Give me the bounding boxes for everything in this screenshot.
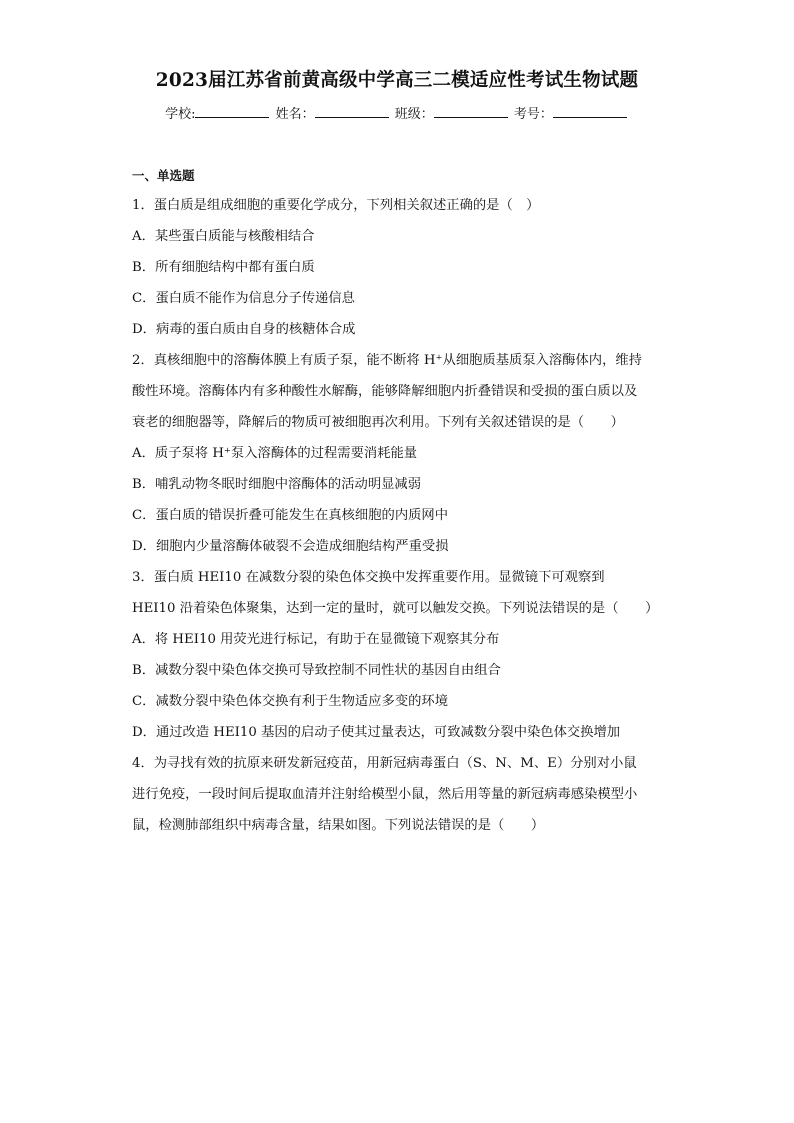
name-label: 姓名： — [275, 107, 315, 122]
question-4-stem-line-3: 鼠，检测肺部组织中病毒含量，结果如图。下列说法错误的是（ ） — [132, 818, 545, 833]
question-2-stem-line-1: 2．真核细胞中的溶酶体膜上有质子泵，能不断将 H⁺从细胞质基质泵入溶酶体内，维持 — [132, 353, 642, 368]
school-label: 学校: — [165, 107, 196, 122]
question-3 — [132, 562, 672, 748]
class-label: 班级： — [394, 107, 434, 122]
exam-number-label: 考号： — [513, 107, 553, 122]
question-4-stem-line-2: 进行免疫，一段时间后提取血清并注射给模型小鼠，然后用等量的新冠病毒感染模型小 — [132, 787, 638, 802]
question-3-option-a: A．将 HEI10 用荧光进行标记，有助于在显微镜下观察其分布 — [132, 632, 500, 647]
exam-number-blank — [553, 105, 627, 118]
question-3-option-b: B．减数分裂中染色体交换可导致控制不同性状的基因自由组合 — [132, 663, 501, 678]
question-4 — [132, 748, 672, 841]
section-heading: 一、单选题 — [132, 168, 195, 183]
question-1-option-d: D．病毒的蛋白质由自身的核糖体合成 — [132, 322, 356, 337]
question-2-option-a: A．质子泵将 H⁺泵入溶酶体的过程需要消耗能量 — [132, 446, 418, 461]
question-2-stem-line-2: 酸性环境。溶酶体内有多种酸性水解酶，能够降解细胞内折叠错误和受损的蛋白质以及 — [132, 384, 638, 399]
page-title: 2023届江苏省前黄高级中学高三二模适应性考试生物试题 — [155, 70, 639, 91]
name-field — [276, 103, 391, 122]
question-2-option-c: C．蛋白质的错误折叠可能发生在真核细胞的内质网中 — [132, 508, 449, 523]
question-1-option-b: B．所有细胞结构中都有蛋白质 — [132, 260, 315, 275]
questions-container — [132, 190, 672, 841]
student-info-line — [0, 103, 794, 122]
question-3-stem-line-1: 3．蛋白质 HEI10 在减数分裂的染色体交换中发挥重要作用。显微镜下可观察到 — [132, 570, 605, 585]
question-2 — [132, 345, 672, 562]
class-blank — [434, 105, 508, 118]
exam-number-field — [514, 103, 629, 122]
question-2-stem-line-3: 衰老的细胞器等，降解后的物质可被细胞再次利用。下列有关叙述错误的是（ ） — [132, 415, 624, 430]
class-field — [395, 103, 510, 122]
school-field — [165, 103, 271, 122]
school-blank — [195, 105, 269, 118]
question-4-stem-line-1: 4．为寻找有效的抗原来研发新冠疫苗，用新冠病毒蛋白（S、N、M、E）分别对小鼠 — [132, 756, 637, 771]
question-3-option-c: C．减数分裂中染色体交换有利于生物适应多变的环境 — [132, 694, 449, 709]
question-1-stem: 1．蛋白质是组成细胞的重要化学成分，下列相关叙述正确的是（ ） — [132, 198, 540, 213]
question-3-option-d: D．通过改造 HEI10 基因的启动子使其过量表达，可致减数分裂中染色体交换增加 — [132, 725, 621, 740]
question-1 — [132, 190, 672, 345]
question-3-stem-line-2: HEI10 沿着染色体聚集，达到一定的量时，就可以触发交换。下列说法错误的是（ ） — [132, 601, 659, 616]
question-1-option-c: C．蛋白质不能作为信息分子传递信息 — [132, 291, 355, 306]
question-1-option-a: A．某些蛋白质能与核酸相结合 — [132, 229, 315, 244]
name-blank — [315, 105, 389, 118]
question-2-option-d: D．细胞内少量溶酶体破裂不会造成细胞结构严重受损 — [132, 539, 449, 554]
question-2-option-b: B．哺乳动物冬眠时细胞中溶酶体的活动明显减弱 — [132, 477, 422, 492]
